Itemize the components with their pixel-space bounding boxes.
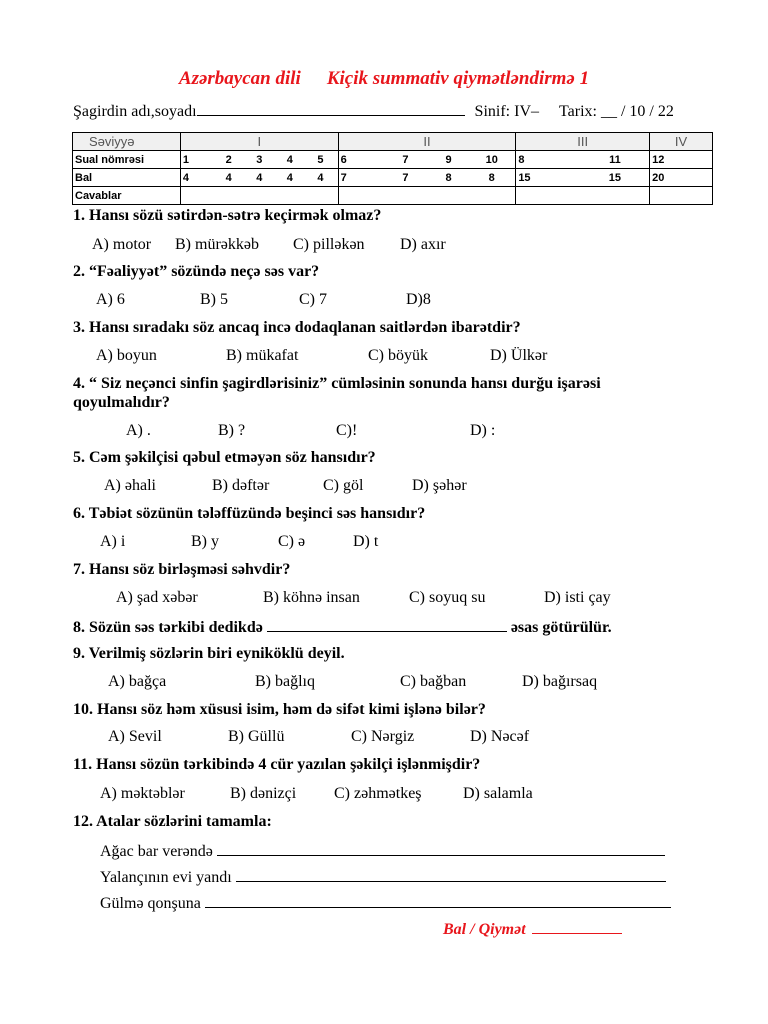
question-8-text-after: əsas götürülür. [510,619,612,636]
proverb-blank[interactable] [236,867,666,882]
question-number: 6 [340,153,347,166]
level-cell: I [180,133,338,151]
question-points: 7 [340,171,347,184]
option-c[interactable]: C) böyük [368,347,428,364]
proverb-blank[interactable] [217,841,665,856]
option-b[interactable]: B) mürəkkəb [175,236,259,253]
option-d[interactable]: D) axır [400,236,446,253]
answer-blank[interactable] [267,617,507,632]
question-5: 5. Cəm şəkilçisi qəbul etməyən söz hansıdır? [73,449,376,466]
question-points: 4 [225,171,232,184]
option-c[interactable]: C) pilləkən [293,236,365,253]
question-10: 10. Hansı söz həm xüsusi isim, həm də sifət kimi işlənə bilər? [73,701,486,718]
score-grade-line [443,919,622,939]
proverb-line [100,841,665,861]
question-points: 15 [518,171,531,184]
points-cell [338,169,516,187]
option-a[interactable]: A) motor [92,236,152,253]
question-points: 4 [317,171,324,184]
answers-row [73,187,713,205]
question-number: 5 [317,153,324,166]
option-b[interactable]: B) köhnə insan [263,589,360,606]
question-6: 6. Təbiət sözünün tələffüzündə beşinci səs hansıdır? [73,505,426,522]
option-a[interactable]: A) şad xəbər [116,589,198,606]
option-d[interactable]: D)8 [406,291,431,308]
proverb-text: Yalançının evi yandı [100,869,232,886]
question-number-cell [650,151,713,169]
proverb-blank[interactable] [205,893,671,908]
score-grade-label: Bal / Qiymət [443,921,526,938]
question-number-cell [516,151,650,169]
option-d[interactable]: D) Nəcəf [470,728,530,745]
points-cell [180,169,338,187]
student-info-line [73,101,674,121]
option-b[interactable]: B) dəftər [212,477,270,494]
question-11: 11. Hansı sözün tərkibində 4 cür yazılan şəkilçi işlənmişdir? [73,756,481,773]
student-name-blank[interactable] [197,101,465,116]
question-points: 4 [182,171,190,184]
question-number-cell [180,151,338,169]
date-label: Tarix: [559,103,597,120]
proverb-line [100,893,671,913]
question-4-continued: qoyulmalıdır? [73,394,170,411]
option-a[interactable]: A) i [100,533,126,550]
score-table [72,132,713,205]
option-a[interactable]: A) bağça [108,673,167,690]
option-a[interactable]: A) məktəblər [100,785,185,802]
option-d[interactable]: D) Ülkər [490,347,548,364]
question-points: 20 [652,171,665,184]
answer-cell[interactable] [180,187,338,205]
option-a[interactable]: A) Sevil [108,728,162,745]
level-cell: IV [650,133,713,151]
proverb-line [100,867,666,887]
question-number: 3 [256,153,263,166]
option-c[interactable]: C) ə [278,533,306,550]
option-c[interactable]: C)! [336,422,358,439]
level-label: Səviyyə [73,133,181,151]
option-b[interactable]: B) mükafat [226,347,299,364]
question-number: 9 [445,153,452,166]
question-3: 3. Hansı sıradakı söz ancaq incə dodaqlanan saitlərdən ibarətdir? [73,319,521,336]
option-b[interactable]: B) dənizçi [230,785,297,802]
score-grade-blank[interactable] [532,919,622,934]
option-b[interactable]: B) Güllü [228,728,285,745]
question-number: 12 [652,153,665,166]
answer-cell[interactable] [516,187,650,205]
question-points: 8 [488,171,495,184]
points-cell [650,169,713,187]
option-a[interactable]: A) boyun [96,347,157,364]
option-c[interactable]: C) zəhmətkeş [334,785,422,802]
class-label: Sinif: IV– [474,103,539,120]
option-a[interactable]: A) 6 [96,291,125,308]
question-number: 10 [485,153,498,166]
question-points: 8 [445,171,452,184]
option-b[interactable]: B) bağlıq [255,673,315,690]
points-label: Bal [73,169,181,187]
student-name-label: Şagirdin adı,soyadı [73,103,197,120]
question-points: 4 [256,171,263,184]
question-number: 8 [518,153,525,166]
question-number-label: Sual nömrəsi [73,151,181,169]
option-b[interactable]: B) ? [218,422,246,439]
date-value: __ / 10 / 22 [600,103,674,120]
option-d[interactable]: D) t [353,533,379,550]
points-row [73,169,713,187]
question-number-cell [338,151,516,169]
option-c[interactable]: C) Nərgiz [351,728,415,745]
question-points: 4 [286,171,293,184]
option-d[interactable]: D) bağırsaq [522,673,598,690]
question-number: 1 [182,153,190,166]
question-points: 15 [608,171,622,184]
question-points: 7 [402,171,409,184]
option-c[interactable]: C) 7 [299,291,327,308]
question-7: 7. Hansı söz birləşməsi səhvdir? [73,561,291,578]
option-d[interactable]: D) : [470,422,496,439]
proverb-text: Gülmə qonşuna [100,895,201,912]
answer-cell[interactable] [650,187,713,205]
question-9: 9. Verilmiş sözlərin biri eyniköklü deyil. [73,645,345,662]
assessment-title: Kiçik summativ qiymətləndirmə 1 [326,68,590,89]
question-number: 7 [402,153,409,166]
option-d[interactable]: D) salamla [463,785,533,802]
question-12: 12. Atalar sözlərini tamamla: [73,813,272,830]
option-d[interactable]: D) şəhər [412,477,467,494]
option-d[interactable]: D) isti çay [544,589,611,606]
question-1: 1. Hansı sözü sətirdən-sətrə keçirmək olmaz? [73,207,382,224]
level-cell: II [338,133,516,151]
level-row [73,133,713,151]
option-c[interactable]: C) soyuq su [409,589,486,606]
option-b[interactable]: B) 5 [200,291,228,308]
level-cell: III [516,133,650,151]
answer-cell[interactable] [338,187,516,205]
question-4: 4. “ Siz neçənci sinfin şagirdlərisiniz” cümləsinin sonunda hansı durğu işarəsi [73,375,601,392]
question-number: 2 [225,153,232,166]
question-number-row [73,151,713,169]
option-a[interactable]: A) əhali [104,477,156,494]
worksheet-title [0,68,768,90]
option-b[interactable]: B) y [191,533,219,550]
question-8-text: 8. Sözün səs tərkibi dedikdə [73,619,263,636]
option-c[interactable]: C) göl [323,477,364,494]
question-number: 11 [609,153,621,166]
proverb-text: Ağac bar verəndə [100,843,213,860]
question-number: 4 [286,153,293,166]
subject-title: Azərbaycan dili [178,68,301,89]
points-cell [516,169,650,187]
option-c[interactable]: C) bağban [400,673,467,690]
question-8 [73,617,612,637]
question-2: 2. “Fəaliyyət” sözündə neçə səs var? [73,263,320,280]
option-a[interactable]: A) . [126,422,151,439]
answers-label: Cavablar [73,187,181,205]
